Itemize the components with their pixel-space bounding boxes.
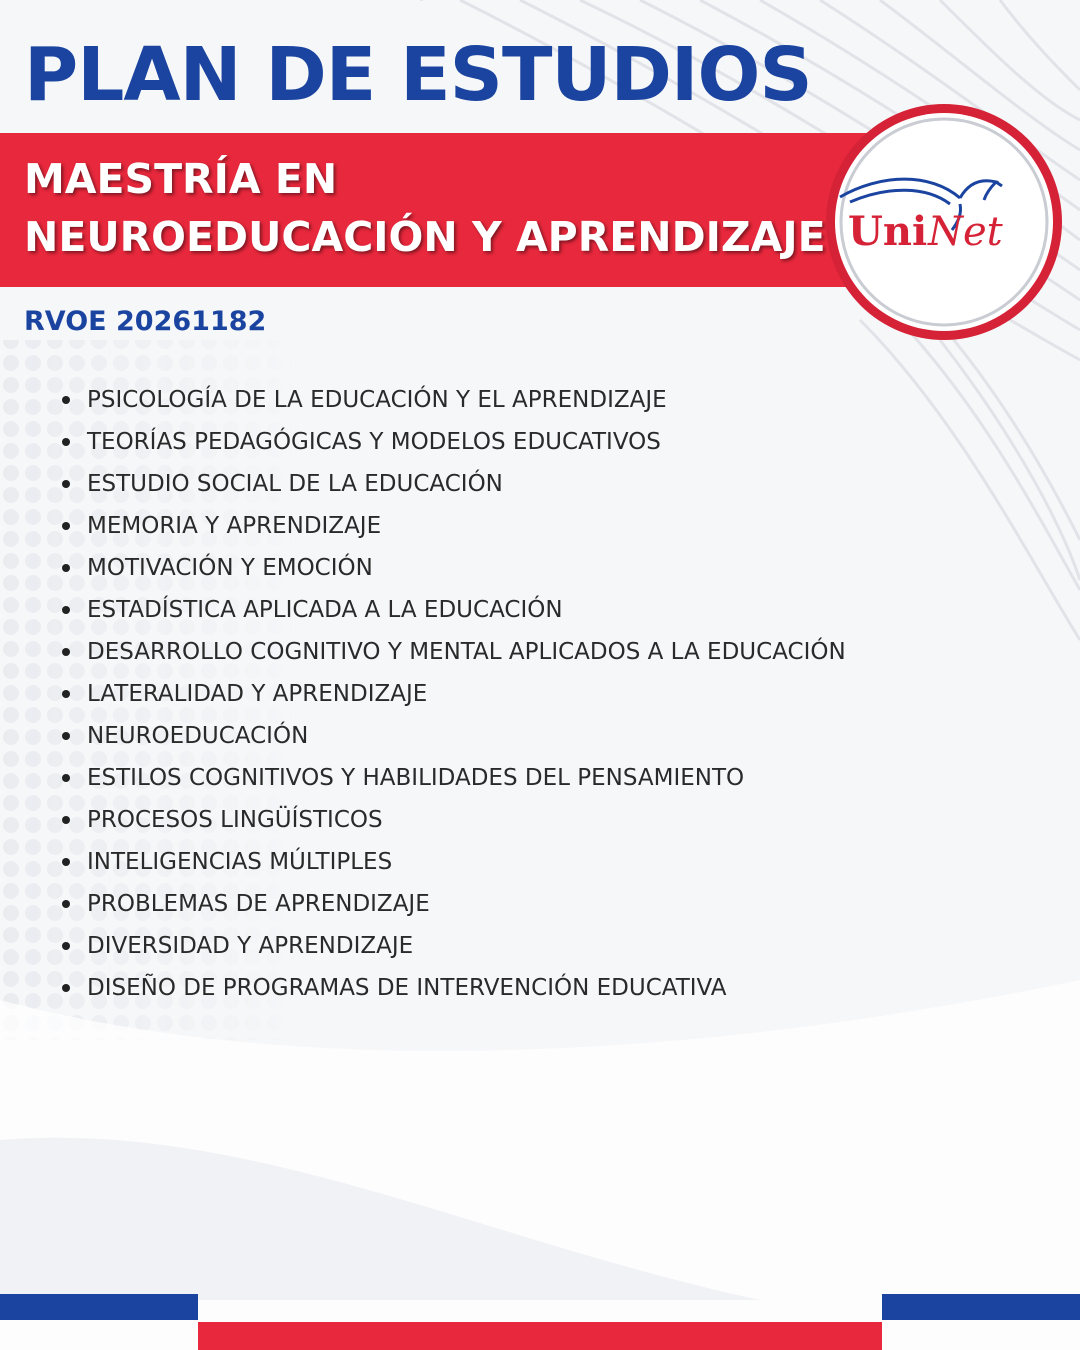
subject-item [60, 841, 846, 883]
bullet-icon [62, 816, 70, 824]
bullet-icon [62, 606, 70, 614]
subject-item [60, 505, 846, 547]
subject-item [60, 967, 846, 1009]
uninet-logo [810, 102, 1070, 342]
bullet-icon [62, 564, 70, 572]
subject-label: DESARROLLO COGNITIVO Y MENTAL APLICADOS A LA EDUCACIÓN [87, 639, 846, 665]
bullet-icon [62, 438, 70, 446]
bullet-icon [62, 732, 70, 740]
page-title: PLAN DE ESTUDIOS [24, 32, 812, 118]
subject-label: ESTUDIO SOCIAL DE LA EDUCACIÓN [87, 471, 503, 497]
stripe-red-center [198, 1322, 882, 1350]
subject-item [60, 463, 846, 505]
bullet-icon [62, 522, 70, 530]
subject-item [60, 421, 846, 463]
rvoe-code: RVOE 20261182 [24, 306, 267, 337]
subject-list [60, 379, 846, 1009]
subject-item [60, 883, 846, 925]
subject-item [60, 799, 846, 841]
subject-label: DIVERSIDAD Y APRENDIZAJE [87, 933, 414, 959]
subject-label: PROCESOS LINGÜÍSTICOS [87, 807, 383, 833]
logo-text-uni: Uni [848, 208, 928, 255]
subject-label: PROBLEMAS DE APRENDIZAJE [87, 891, 430, 917]
program-title-line2: NEUROEDUCACIÓN Y APRENDIZAJE [24, 213, 826, 261]
bullet-icon [62, 774, 70, 782]
subject-label: PSICOLOGÍA DE LA EDUCACIÓN Y EL APRENDIZAJE [87, 387, 667, 413]
subject-label: ESTILOS COGNITIVOS Y HABILIDADES DEL PENSAMIENTO [87, 765, 745, 791]
subject-label: DISEÑO DE PROGRAMAS DE INTERVENCIÓN EDUCATIVA [87, 975, 727, 1001]
subject-item [60, 673, 846, 715]
subject-label: INTELIGENCIAS MÚLTIPLES [87, 849, 393, 875]
subject-label: NEUROEDUCACIÓN [87, 723, 309, 749]
subject-label: TEORÍAS PEDAGÓGICAS Y MODELOS EDUCATIVOS [87, 429, 661, 455]
subject-label: MEMORIA Y APRENDIZAJE [87, 513, 382, 539]
subject-label: ESTADÍSTICA APLICADA A LA EDUCACIÓN [87, 597, 563, 623]
subject-item [60, 589, 846, 631]
bullet-icon [62, 858, 70, 866]
program-title [24, 150, 826, 266]
bullet-icon [62, 690, 70, 698]
stripe-blue-right [882, 1294, 1080, 1320]
bullet-icon [62, 480, 70, 488]
bullet-icon [62, 648, 70, 656]
subject-item [60, 631, 846, 673]
program-title-line1: MAESTRÍA EN [24, 155, 338, 203]
subject-item [60, 925, 846, 967]
subject-item [60, 715, 846, 757]
bullet-icon [62, 942, 70, 950]
logo-text-net: Net [928, 209, 1003, 255]
subject-item [60, 379, 846, 421]
subject-label: LATERALIDAD Y APRENDIZAJE [87, 681, 428, 707]
subject-label: MOTIVACIÓN Y EMOCIÓN [87, 555, 373, 581]
bullet-icon [62, 396, 70, 404]
subject-item [60, 757, 846, 799]
subject-item [60, 547, 846, 589]
bullet-icon [62, 984, 70, 992]
bullet-icon [62, 900, 70, 908]
stripe-blue-left [0, 1294, 198, 1320]
